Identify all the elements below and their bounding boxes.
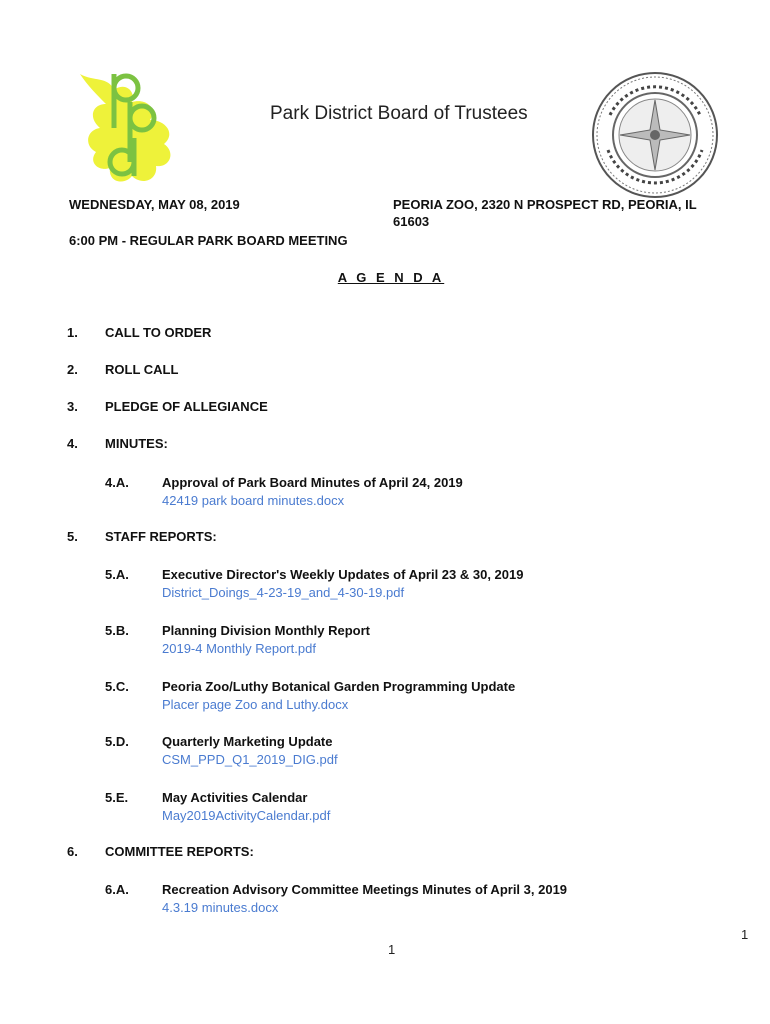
- subitem-number: 5.E.: [105, 790, 129, 805]
- subitem-number: 5.D.: [105, 734, 129, 749]
- item-call-to-order: CALL TO ORDER: [105, 325, 212, 340]
- gold-medal-seal: [590, 70, 720, 200]
- subitem-title: Executive Director's Weekly Updates of April 23 & 30, 2019: [162, 567, 524, 582]
- attachment-link[interactable]: District_Doings_4-23-19_and_4-30-19.pdf: [162, 585, 405, 600]
- attachment-link[interactable]: CSM_PPD_Q1_2019_DIG.pdf: [162, 752, 338, 767]
- attachment-link[interactable]: 4.3.19 minutes.docx: [162, 900, 279, 915]
- board-title: Park District Board of Trustees: [270, 103, 528, 124]
- subitem-title: Approval of Park Board Minutes of April 24, 2019: [162, 475, 463, 490]
- item-number: 6.: [67, 844, 78, 859]
- subitem-number: 6.A.: [105, 882, 129, 897]
- attachment-link[interactable]: Placer page Zoo and Luthy.docx: [162, 697, 349, 712]
- subitem-number: 5.C.: [105, 679, 129, 694]
- meeting-location-line1: PEORIA ZOO, 2320 N PROSPECT RD, PEORIA, IL: [393, 197, 697, 212]
- subitem-title: Recreation Advisory Committee Meetings Minutes of April 3, 2019: [162, 882, 568, 897]
- meeting-location-line2: 61603: [393, 214, 430, 229]
- item-minutes: MINUTES:: [105, 436, 168, 451]
- item-number: 2.: [67, 362, 78, 377]
- item-number: 3.: [67, 399, 78, 414]
- meeting-type: 6:00 PM - REGULAR PARK BOARD MEETING: [69, 233, 348, 248]
- subitem-title: Planning Division Monthly Report: [162, 623, 370, 638]
- item-pledge: PLEDGE OF ALLEGIANCE: [105, 399, 268, 414]
- subitem-number: 5.B.: [105, 623, 129, 638]
- page-number-corner: 1: [741, 927, 749, 942]
- attachment-link[interactable]: 42419 park board minutes.docx: [162, 493, 345, 508]
- item-roll-call: ROLL CALL: [105, 362, 179, 377]
- park-district-logo: [74, 68, 186, 188]
- item-number: 1.: [67, 325, 78, 340]
- oak-leaf-icon: [80, 74, 170, 182]
- attachment-link[interactable]: 2019-4 Monthly Report.pdf: [162, 641, 316, 656]
- item-number: 4.: [67, 436, 78, 451]
- item-committee-reports: COMMITTEE REPORTS:: [105, 844, 254, 859]
- page-number: 1: [388, 942, 396, 957]
- subitem-title: Quarterly Marketing Update: [162, 734, 333, 749]
- item-staff-reports: STAFF REPORTS:: [105, 529, 217, 544]
- meeting-date: WEDNESDAY, MAY 08, 2019: [69, 197, 240, 212]
- subitem-title: Peoria Zoo/Luthy Botanical Garden Programming Update: [162, 679, 516, 694]
- subitem-number: 4.A.: [105, 475, 129, 490]
- agenda-heading: A G E N D A: [337, 270, 445, 285]
- attachment-link[interactable]: May2019ActivityCalendar.pdf: [162, 808, 331, 823]
- subitem-number: 5.A.: [105, 567, 129, 582]
- item-number: 5.: [67, 529, 78, 544]
- subitem-title: May Activities Calendar: [162, 790, 308, 805]
